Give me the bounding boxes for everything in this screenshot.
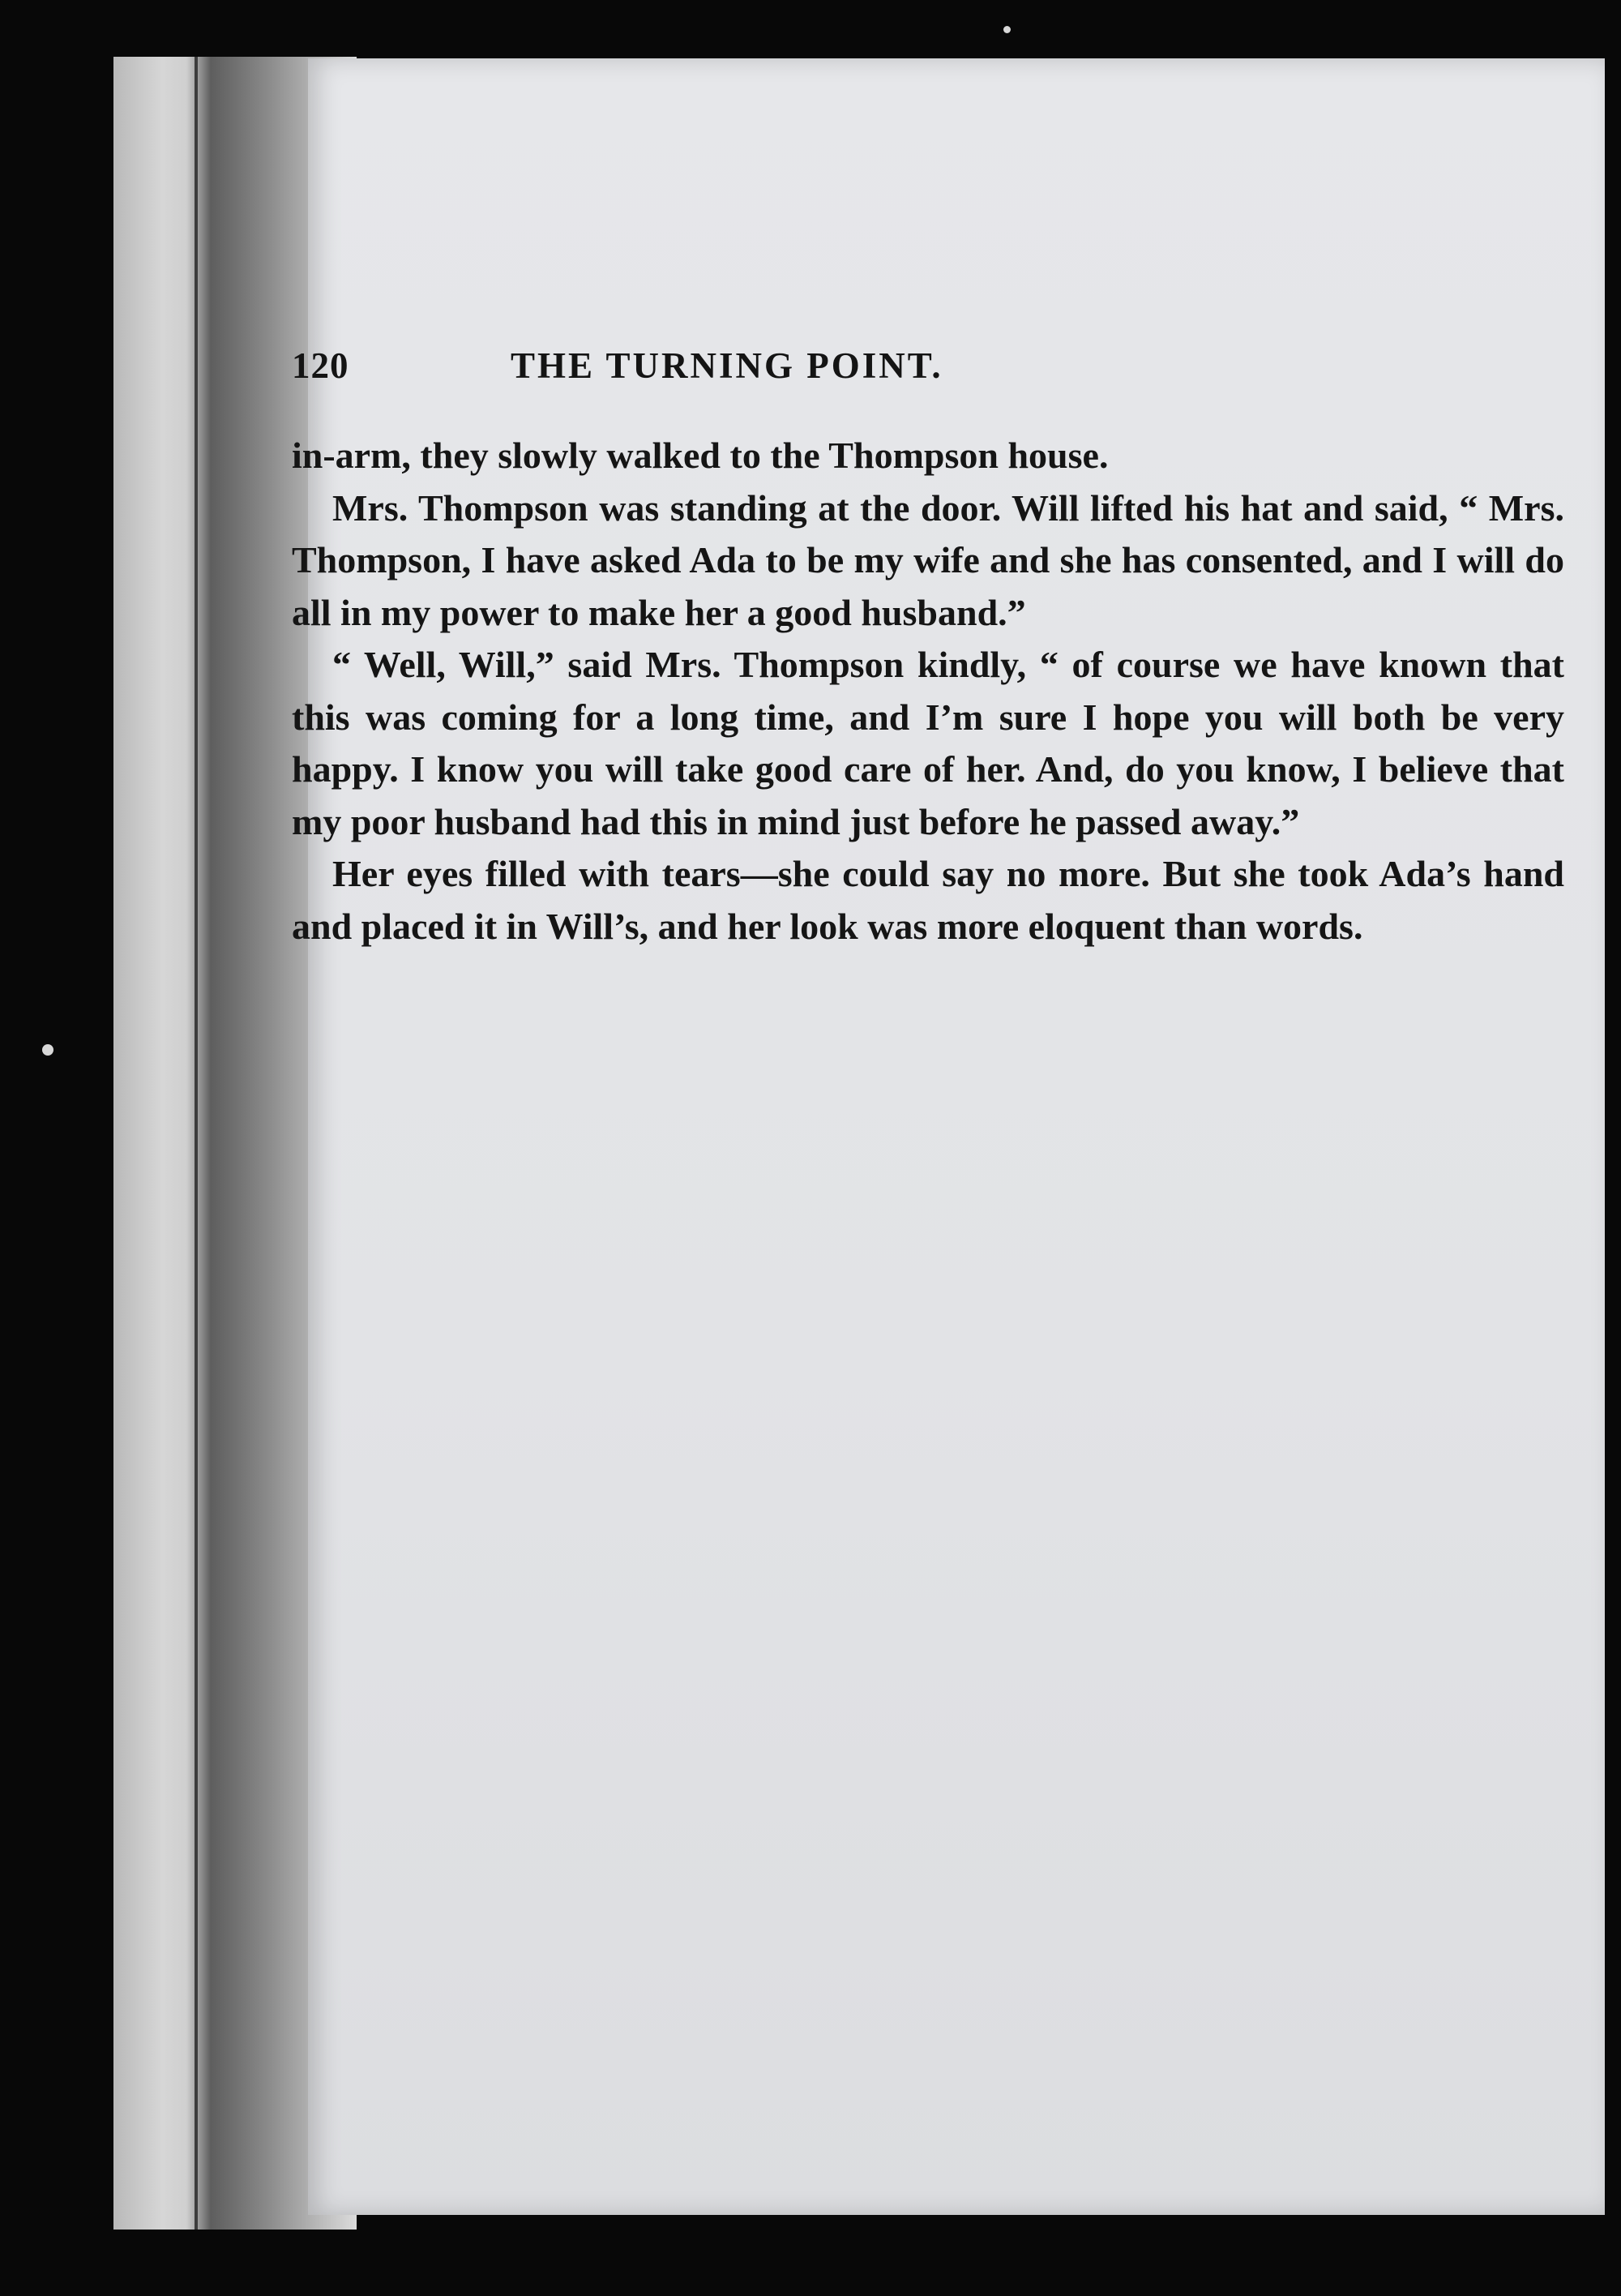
page-number: 120	[292, 345, 349, 386]
body-text	[292, 430, 1564, 953]
paragraph: in-arm, they slowly walked to the Thompson house.	[292, 435, 1109, 476]
running-title: THE TURNING POINT.	[511, 345, 943, 386]
paragraph: Her eyes filled with tears—she could say no more. But she took Ada’s hand and placed it in Will’s, and her look was more eloquent than words.	[292, 853, 1564, 947]
running-head	[292, 345, 1362, 401]
paragraph: “ Well, Will,” said Mrs. Thompson kindly, “ of course we have known that this was coming for a long time, and I’m sure I hope you will both be very happy. I know you will take good care of her. And, do you know, I believe that my poor husband had this in mind just before he passed away.”	[292, 644, 1564, 842]
dust-speck	[1003, 26, 1011, 33]
paragraph: Mrs. Thompson was standing at the door. Will lifted his hat and said, “ Mrs. Thompson, I have asked Ada to be my wife and she has consented, and I will do all in my power to make her a good husband.”	[292, 486, 1564, 633]
dust-speck	[42, 1044, 53, 1056]
